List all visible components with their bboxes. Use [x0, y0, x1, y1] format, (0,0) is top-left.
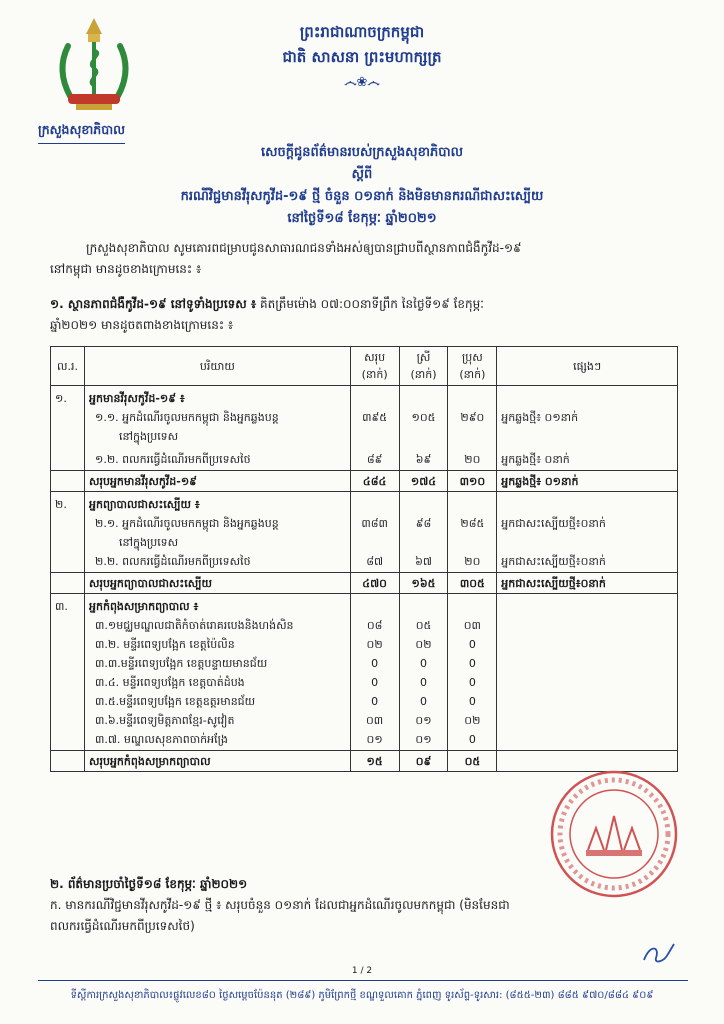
group-2-other: អ្នកជាសះស្បើយថ្មី៖០នាក់ អ្នកជាសះស្បើយថ្មី៖០នាក់	[497, 492, 678, 573]
header-other: ផ្សេងៗ	[497, 347, 678, 386]
title-line-3: ករណីវិជ្ជមានវីរុសកូវីដ-១៩ ថ្មី ចំនួន ០១នាក់ និងមិនមានករណីជាសះស្បើយ	[180, 189, 544, 204]
group-3-row-total: ០២	[366, 638, 383, 651]
group-3-row-male: ០៣	[463, 619, 481, 632]
table-header-row	[51, 347, 678, 386]
group-1-no: ១.	[51, 386, 85, 471]
group-1-desc: អ្នកមានវីរុសកូវីដ-១៩ ៖ ១.១. អ្នកដំណើរចូលមកកម្ពុជា និងអ្នកឆ្លងបន្ត នៅក្នុងប្រទេស ១.២. ពលករធ្វើដំណើរមកពីប្រទេសថៃ	[85, 386, 351, 471]
group-3-sum-label: សរុបអ្នកកំពុងសម្រាកព្យាបាល	[85, 751, 351, 772]
official-seal	[548, 768, 680, 900]
group-3-sum-female: ០៩	[399, 751, 448, 772]
group-2-sum-label: សរុបអ្នកព្យាបាលជាសះស្បើយ	[85, 573, 351, 594]
group-3-desc: អ្នកកំពុងសម្រាកព្យាបាល ៖ ៣.១មជ្ឈមណ្ឌលជាតិកំចាត់រោគរបេងនិងហង់សិន ៣.២. មន្ទីរពេទ្យបង្អែក ខេត្តប៉ៃលិន ៣.៣.មន្ទីរពេទ្យបង្អែក ខេត្តបន្ទាយមានជ័យ ៣.៤. មន្ទីរពេទ្យបង្អែក ខេត្តបាត់ដំបង ៣.៥.មន្ទីរពេទ្យបង្អែក ខេត្តឧត្តរមានជ័យ ៣.៦.មន្ទីរពេទ្យមិត្តភាពខ្មែរ-សូវៀត ៣.៧. មណ្ឌលសុខភាពចាក់អង្រែ	[85, 594, 351, 751]
ornament: ෴❀෴	[344, 75, 380, 90]
group-3-row-male: 0	[468, 695, 476, 708]
group-3-male	[448, 594, 497, 751]
section-1-line-2: ឆ្នាំ២០២១ មានដូចតពាងខាងក្រោមនេះ ៖	[50, 318, 234, 332]
group-1-female: ១០៥ ៦៩	[399, 386, 448, 471]
group-2-sum-female: ១៦៥	[399, 573, 448, 594]
header-total: សរុប (នាក់)	[350, 347, 399, 386]
group-1-sum-label: សរុបអ្នកមានវីរុសកូវីដ-១៩	[85, 471, 351, 492]
group-2-sum-other: អ្នកជាសះស្បើយថ្មី៖០នាក់	[497, 573, 678, 594]
group-3-row-male: ០២	[464, 714, 481, 727]
header-female: ស្រី (នាក់)	[399, 347, 448, 386]
footer-divider	[38, 980, 688, 981]
table-row	[51, 573, 678, 594]
group-3-row-female: 0	[419, 695, 427, 708]
group-2-sum-total: ៤៧០	[350, 573, 399, 594]
group-3-row-desc: ៣.៤. មន្ទីរពេទ្យបង្អែក ខេត្តបាត់ដំបង	[95, 676, 245, 689]
group-1-total: ៣៩៥ ៨៩	[350, 386, 399, 471]
group-3-row-desc: ៣.២. មន្ទីរពេទ្យបង្អែក ខេត្តប៉ៃលិន	[95, 638, 235, 651]
footer-address: ទីស្តីការក្រសួងសុខាភិបាល៖ផ្លូវលេខ៨០ ថ្ងៃសម្តេចប៉ែននុត (២៨៩) ភូមិព្រែកថ្មី ខណ្ឌទួលគោក ភ្នំពេញ ទូរស័ព្ទ-ទូរសារ: (៨៥៥-២៣) ៨៨៥ ៩៧០/៨៨៤ ៩០៩	[70, 990, 654, 1001]
group-3-row-desc: ៣.៧. មណ្ឌលសុខភាពចាក់អង្រែ	[95, 733, 228, 746]
page-number: 1 / 2	[351, 966, 373, 976]
group-2-male: ២៨៥ ២០	[448, 492, 497, 573]
group-3-row-total: 0	[371, 695, 379, 708]
group-3-row-total: ០៨	[366, 619, 383, 632]
group-3-row-total: ០៣	[366, 714, 384, 727]
group-1-male: ២៩០ ២០	[448, 386, 497, 471]
table-row	[51, 386, 678, 471]
group-3-row-female: 0	[419, 657, 427, 670]
group-3-row-total: 0	[371, 676, 379, 689]
group-3-row-male: 0	[468, 638, 476, 651]
group-1-sum-female: ១៧៤	[399, 471, 448, 492]
group-3-row-male: 0	[468, 676, 476, 689]
intro-line-2: នៅកម្ពុជា មានដូចខាងក្រោមនេះ ៖	[50, 262, 202, 276]
section-1-text: គិតត្រឹមម៉ោង ០៧:០០នាទីព្រឹក នៃថ្ងៃទី១៩ ខែកុម្ភៈ	[259, 297, 484, 311]
section-1-heading: ១. ស្ថានភាពជំងឺកូវីដ-១៩ នៅទូទាំងប្រទេស ៖	[50, 297, 257, 311]
group-3-row-female: ០១	[415, 714, 432, 727]
group-3-row-desc: ៣.៥.មន្ទីរពេទ្យបង្អែក ខេត្តឧត្តរមានជ័យ	[95, 695, 256, 708]
group-2-desc: អ្នកព្យាបាលជាសះស្បើយ ៖ ២.១. អ្នកដំណើរចូលមកកម្ពុជា និងអ្នកឆ្លងបន្ត នៅក្នុងប្រទេស ២.២. ពលករធ្វើដំណើរមកពីប្រទេសថៃ	[85, 492, 351, 573]
table-row	[51, 471, 678, 492]
group-3-no: ៣.	[51, 594, 85, 751]
intro-line-1: ក្រសួងសុខាភិបាល សូមគោរពជម្រាបជូនសាធារណជនទាំងអស់ឲ្យបានជ្រាបពីស្ថានភាពជំងឺកូវីដ-១៩	[86, 241, 522, 255]
group-3-sum-male: ០៥	[448, 751, 497, 772]
group-2-total: ៣៨៣ ៨៧	[350, 492, 399, 573]
kingdom-name: ព្រះរាជាណាចក្រកម្ពុជា	[299, 23, 425, 41]
group-1-sum-male: ៣១០	[448, 471, 497, 492]
header-desc: បរិយាយ	[85, 347, 351, 386]
group-3-sum-total: ១៥	[350, 751, 399, 772]
document-title	[0, 142, 724, 230]
group-1-other: អ្នកឆ្លងថ្មី៖ ០១នាក់ អ្នកឆ្លងថ្មី៖ ០នាក់	[497, 386, 678, 471]
kingdom-heading	[0, 20, 724, 95]
group-3-female	[399, 594, 448, 751]
group-3-row-male: 0	[468, 657, 476, 670]
header-male: ប្រុស (នាក់)	[448, 347, 497, 386]
group-3-row-total: ០១	[366, 733, 383, 746]
header-no: ល.រ.	[51, 347, 85, 386]
title-line-4: នៅថ្ងៃទី១៨ ខែកុម្ភៈ ឆ្នាំ២០២១	[287, 211, 437, 226]
group-3-row-total: 0	[371, 657, 379, 670]
group-1-sum-other: អ្នកឆ្លងថ្មី៖ ០១នាក់	[497, 471, 678, 492]
group-3-total	[350, 594, 399, 751]
group-2-sum-male: ៣០៥	[448, 573, 497, 594]
ministry-name: ក្រសួងសុខាភិបាល	[38, 122, 125, 144]
group-3-row-female: ០៥	[415, 619, 432, 632]
group-3-row-desc: ៣.៦.មន្ទីរពេទ្យមិត្តភាពខ្មែរ-សូវៀត	[95, 714, 235, 727]
group-2-no: ២.	[51, 492, 85, 573]
group-3-row-male: 0	[468, 733, 476, 746]
group-3-row-desc: ៣.៣.មន្ទីរពេទ្យបង្អែក ខេត្តបន្ទាយមានជ័យ	[95, 657, 268, 670]
group-3-row-female: ០១	[415, 733, 432, 746]
group-3-row-female: ០២	[415, 638, 432, 651]
title-line-1: សេចក្ដីជូនព័ត៌មានរបស់ក្រសួងសុខាភិបាល	[261, 145, 463, 160]
section-2-line-2: ពលករធ្វើដំណើរមកពីប្រទេសថៃ)	[50, 919, 195, 933]
table-row	[51, 492, 678, 573]
table-row	[51, 594, 678, 751]
section-1	[50, 294, 680, 336]
group-3-row-desc: ៣.១មជ្ឈមណ្ឌលជាតិកំចាត់រោគរបេងនិងហង់សិន	[95, 619, 294, 632]
group-1-sum-total: ៤៨៤	[350, 471, 399, 492]
group-2-female: ៩៨ ៦៧	[399, 492, 448, 573]
title-line-2: ស្ដីពី	[351, 167, 373, 182]
group-3-row-female: 0	[419, 676, 427, 689]
group-3-other	[497, 594, 678, 751]
section-2-heading: ២. ព័ត៌មានប្រចាំថ្ងៃទី១៨ ខែកុម្ភៈ ឆ្នាំ២០២១	[50, 877, 248, 891]
intro-paragraph	[50, 238, 680, 280]
section-2-line-1: ក. មានករណីវិជ្ជមានវីរុសកូវីដ-១៩ ថ្មី ៖ សរុបចំនួន ០១នាក់ ដែលជាអ្នកដំណើរចូលមកកម្ពុជា (មិនមែនជា	[50, 898, 510, 912]
national-motto: ជាតិ សាសនា ព្រះមហាក្សត្រ	[282, 48, 442, 66]
covid-status-table	[50, 346, 678, 772]
signature	[640, 940, 680, 968]
